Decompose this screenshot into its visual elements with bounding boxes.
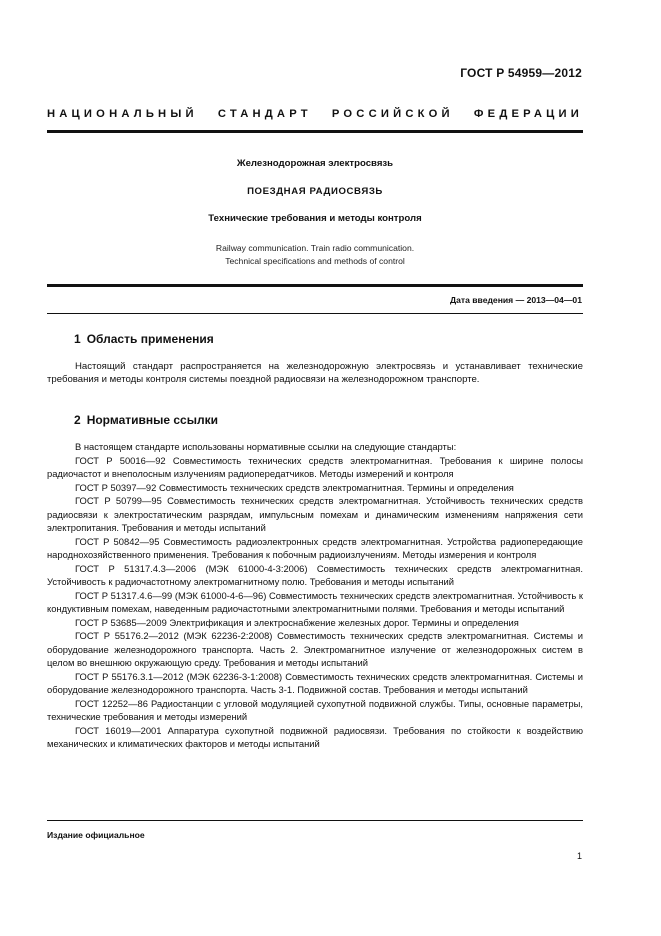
title-english-line2: Technical specifications and methods of control bbox=[225, 256, 405, 266]
references-list bbox=[47, 440, 583, 751]
section-1-body bbox=[47, 360, 583, 386]
section-1-title: Область применения bbox=[86, 332, 214, 346]
section-1-heading bbox=[74, 332, 214, 346]
section-1-number: 1 bbox=[74, 332, 81, 346]
section-2-heading bbox=[74, 413, 218, 427]
reference-item: ГОСТ Р 50397—92 Совместимость технических средств электромагнитная. Термины и определения bbox=[75, 481, 514, 493]
references-intro: В настоящем стандарте использованы нормативные ссылки на следующие стандарты: bbox=[75, 441, 457, 452]
national-standard-banner: НАЦИОНАЛЬНЫЙ СТАНДАРТ РОССИЙСКОЙ ФЕДЕРАЦИИ bbox=[47, 108, 583, 120]
reference-item: ГОСТ Р 51317.4.6—99 (МЭК 61000-4-6—96) Совместимость технических средств электромагнитная. Устойчивость к кондуктивным помехам, наведенным радиочастотными электромагнитными полями. Требования и методы испытаний bbox=[47, 589, 583, 614]
reference-item: ГОСТ 16019—2001 Аппаратура сухопутной подвижной радиосвязи. Требования по стойкости к воздействию механических и климатических факторов и методы испытаний bbox=[47, 724, 583, 749]
title-bottom-rule bbox=[47, 284, 583, 287]
reference-item: ГОСТ Р 53685—2009 Электрификация и электроснабжение железных дорог. Термины и определения bbox=[75, 616, 519, 628]
title-category: Железнодорожная электросвязь bbox=[236, 158, 394, 169]
reference-item: ГОСТ Р 55176.3.1—2012 (МЭК 62236-3-1:2008) Совместимость технических средств электромагнитная. Системы и оборудование железнодорожного транспорта. Часть 3-1. Подвижной состав. Требования и методы испытаний bbox=[47, 670, 583, 695]
official-edition-note: Издание официальное bbox=[47, 830, 145, 840]
title-main: ПОЕЗДНАЯ РАДИОСВЯЗЬ bbox=[247, 186, 383, 197]
effective-date: Дата введения — 2013—04—01 bbox=[449, 295, 582, 305]
section-1-paragraph: Настоящий стандарт распространяется на железнодорожную электросвязь и устанавливает технические требования и методы контроля системы поездной радиосвязи на железнодорожном транспорте. bbox=[47, 361, 583, 385]
reference-item: ГОСТ 12252—86 Радиостанции с угловой модуляцией сухопутной подвижной службы. Типы, основные параметры, технические требования и методы измерений bbox=[47, 697, 583, 722]
title-subtitle: Технические требования и методы контроля bbox=[208, 213, 422, 224]
title-english-line1: Railway communication. Train radio communication. bbox=[215, 243, 415, 253]
footer-rule bbox=[47, 820, 583, 821]
reference-item: ГОСТ Р 55176.2—2012 (МЭК 62236-2:2008) Совместимость технических средств электромагнитная. Системы и оборудование железнодорожного транспорта. Часть 2. Электромагнитное излучение от железнодорожных систем в целом во внешнюю окружающую среду. Требования и методы испытаний bbox=[47, 630, 583, 668]
page-number: 1 bbox=[576, 851, 582, 861]
section-2-number: 2 bbox=[74, 413, 81, 427]
reference-item: ГОСТ Р 50016—92 Совместимость технических средств электромагнитная. Требования к ширине полосы радиочастот и внеполосным излучениям радиопередатчиков. Методы измерений и контроля bbox=[47, 454, 583, 479]
document-code: ГОСТ Р 54959—2012 bbox=[460, 66, 582, 80]
title-english bbox=[47, 242, 583, 268]
reference-item: ГОСТ Р 50842—95 Совместимость радиоэлектронных средств электромагнитная. Устройства радиопередающие народнохозяйственного применения. Требования к побочным радиоизлучениям. Методы измерения и контроля bbox=[47, 535, 583, 560]
date-rule bbox=[47, 313, 583, 314]
reference-item: ГОСТ Р 51317.4.3—2006 (МЭК 61000-4-3:2006) Совместимость технических средств электромагнитная. Устойчивость к радиочастотному электромагнитному полю. Требования и методы испытаний bbox=[47, 562, 583, 587]
section-2-title: Нормативные ссылки bbox=[86, 413, 218, 427]
reference-item: ГОСТ Р 50799—95 Совместимость технических средств электромагнитная. Устойчивость технических средств радиосвязи к электростатическим разрядам, импульсным помехам и динамическим изменениям напряжения сети электропитания. Требования и методы испытаний bbox=[47, 495, 583, 533]
top-rule bbox=[47, 130, 583, 133]
